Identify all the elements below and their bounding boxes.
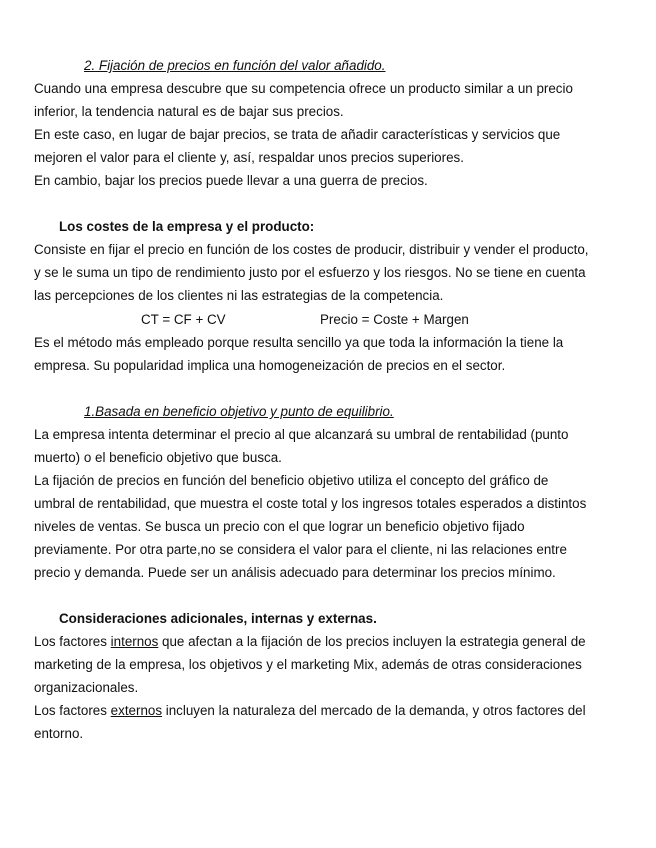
paragraph-line: La empresa intenta determinar el precio al que alcanzará su umbral de rentabilidad (punto [34,427,569,442]
text-span: Los factores [34,703,111,718]
paragraph-line: En este caso, en lugar de bajar precios, se trata de añadir características y servicios que [34,127,561,142]
paragraph-line: marketing de la empresa, los objetivos y el marketing Mix, además de otras consideraciones [34,657,582,672]
formula-coste-total: CT = CF + CV [141,312,226,327]
paragraph-line: precio y demanda. Puede ser un análisis adecuado para determinar los precios mínimo. [34,565,556,580]
paragraph-line: muerto) o el beneficio objetivo que busca. [34,450,282,465]
paragraph-line: Cuando una empresa descubre que su competencia ofrece un producto similar a un precio [34,81,573,96]
paragraph-line [34,634,586,650]
underlined-term-externos: externos [110,703,163,718]
paragraph-line: niveles de ventas. Se busca un precio con el que lograr un beneficio objetivo fijado [34,519,525,534]
text-span: incluyen la naturaleza del mercado de la demanda, y otros factores del [162,703,586,718]
section-title-beneficio-objetivo: 1.Basada en beneficio objetivo y punto de equilibrio. [84,404,394,419]
section-title-valor-anadido: 2. Fijación de precios en función del valor añadido. [84,58,386,73]
section-heading-costes: Los costes de la empresa y el producto: [59,219,315,234]
text-span: Los factores [34,634,111,649]
paragraph-line: umbral de rentabilidad, que muestra el coste total y los ingresos totales esperados a distintos [34,496,587,511]
paragraph-line: mejoren el valor para el cliente y, así, respaldar unos precios superiores. [34,150,464,165]
text-span: que afectan a la fijación de los precios incluyen la estrategia general de [158,634,586,649]
section-heading-consideraciones: Consideraciones adicionales, internas y externas. [59,611,377,626]
formula-precio: Precio = Coste + Margen [320,312,469,327]
paragraph-line: entorno. [34,726,84,741]
paragraph-line: y se le suma un tipo de rendimiento justo por el esfuerzo y los riesgos. No se tiene en cuenta [34,265,586,280]
paragraph-line: La fijación de precios en función del beneficio objetivo utiliza el concepto del gráfico de [34,473,549,488]
paragraph-line [34,703,586,719]
paragraph-line: las percepciones de los clientes ni las estrategias de la competencia. [34,288,444,303]
paragraph-line: inferior, la tendencia natural es de bajar sus precios. [34,104,344,119]
paragraph-line: Consiste en fijar el precio en función de los costes de producir, distribuir y vender el producto, [34,242,589,257]
paragraph-line: organizacionales. [34,680,139,695]
paragraph-line: empresa. Su popularidad implica una homogeneización de precios en el sector. [34,358,506,373]
paragraph-line: Es el método más empleado porque resulta sencillo ya que toda la información la tiene la [34,335,564,350]
paragraph-line: En cambio, bajar los precios puede llevar a una guerra de precios. [34,173,428,188]
underlined-term-internos: internos [110,634,159,649]
paragraph-line: previamente. Por otra parte,no se considera el valor para el cliente, ni las relaciones entre [34,542,567,557]
